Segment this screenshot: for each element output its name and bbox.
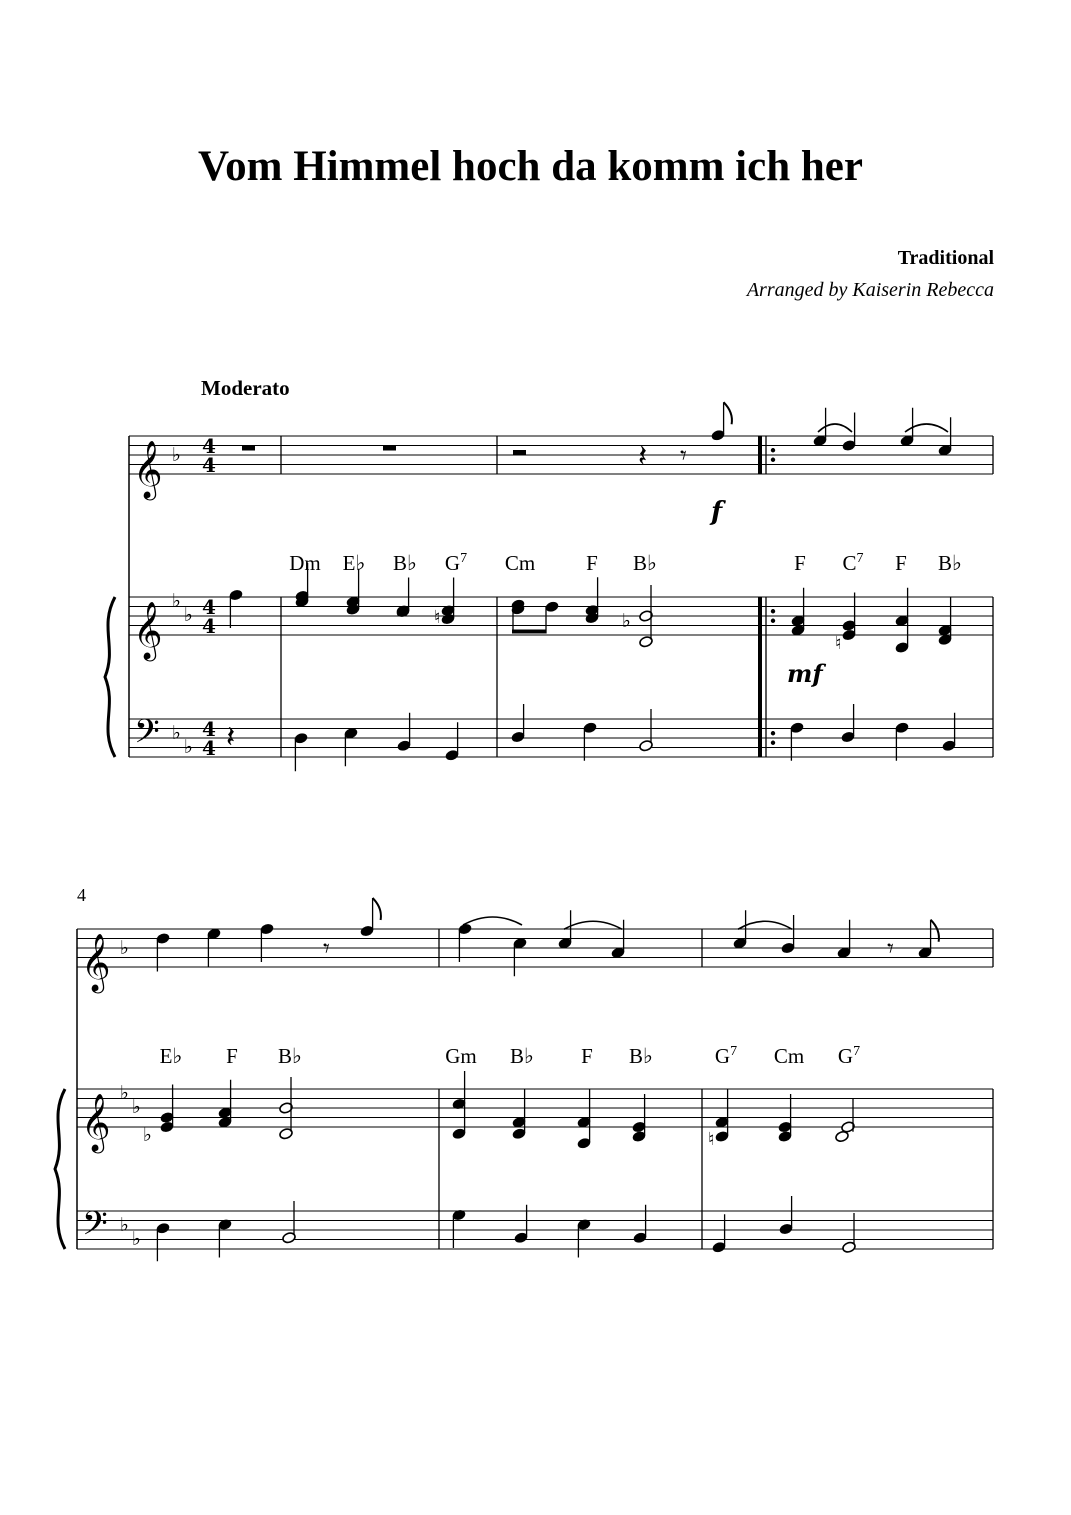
system-2 <box>55 898 993 1261</box>
flat-icon: ♭ <box>172 444 181 466</box>
flat-icon: ♭ <box>622 610 631 632</box>
eighth-rest-icon: 𝄾 <box>323 934 330 964</box>
chord-symbol: F <box>586 551 598 575</box>
time-signature-numerator: 4 <box>202 595 216 619</box>
chord-symbol: F <box>581 1044 593 1068</box>
composer-credit: Traditional <box>897 247 994 269</box>
treble-clef-icon: 𝄞 <box>133 440 163 498</box>
natural-icon: ♮ <box>835 633 842 654</box>
piano-brace <box>55 1089 65 1249</box>
repeat-dot <box>771 741 775 745</box>
flat-icon: ♭ <box>132 1228 141 1250</box>
bass-clef-icon: 𝄢 <box>82 1205 108 1251</box>
flat-icon: ♭ <box>120 1082 129 1104</box>
chord-symbol: F <box>794 551 806 575</box>
repeat-dot <box>771 731 775 735</box>
bass-clef-icon: 𝄢 <box>134 713 160 759</box>
slur <box>818 424 852 432</box>
whole-rest-icon <box>242 446 255 451</box>
flat-icon: ♭ <box>172 590 181 612</box>
chord-symbol: B♭ <box>510 1044 534 1068</box>
dynamic-forte: f <box>711 497 723 527</box>
chord-symbol: F <box>226 1044 238 1068</box>
time-signature-numerator: 4 <box>202 717 216 741</box>
arranger-credit: Arranged by Kaiserin Rebecca <box>746 279 994 301</box>
chord-symbol: $G^7$ <box>444 551 468 575</box>
chord-symbol: Cm <box>504 551 536 575</box>
eighth-rest-icon: 𝄾 <box>887 934 894 964</box>
time-signature-denominator: 4 <box>202 736 216 760</box>
chord-symbol: B♭ <box>938 551 962 575</box>
system-1 <box>105 402 993 771</box>
treble-clef-icon: 𝄞 <box>133 601 163 659</box>
eighth-flag <box>724 402 732 424</box>
chord-symbol: E♭ <box>342 551 366 575</box>
treble-clef-icon: 𝄞 <box>81 933 111 991</box>
flat-icon: ♭ <box>143 1124 152 1146</box>
chord-symbol: Dm <box>289 551 321 575</box>
chord-symbol: B♭ <box>633 551 657 575</box>
page-title: Vom Himmel hoch da komm ich her <box>198 143 863 190</box>
notehead <box>545 600 560 613</box>
treble-clef-icon: 𝄞 <box>81 1093 111 1151</box>
chord-symbol: F <box>895 551 907 575</box>
natural-icon: ♮ <box>708 1129 715 1150</box>
eighth-rest-icon: 𝄾 <box>680 441 687 471</box>
eighth-flag <box>373 898 381 920</box>
flat-icon: ♭ <box>120 937 129 959</box>
flat-icon: ♭ <box>120 1214 129 1236</box>
repeat-dot <box>771 619 775 623</box>
chord-symbol: Cm <box>773 1044 805 1068</box>
measure-number: 4 <box>77 885 86 905</box>
piano-brace <box>105 597 115 757</box>
flat-icon: ♭ <box>184 604 193 626</box>
tempo-marking: Moderato <box>201 376 290 400</box>
flat-icon: ♭ <box>172 722 181 744</box>
quarter-rest-icon: 𝄽 <box>226 720 236 755</box>
chord-symbol: $G^7$ <box>837 1044 861 1068</box>
flat-icon: ♭ <box>184 736 193 758</box>
slur <box>463 917 522 925</box>
repeat-dot <box>771 448 775 452</box>
time-signature-numerator: 4 <box>202 434 216 458</box>
slur <box>905 424 948 432</box>
chord-symbol: B♭ <box>393 551 417 575</box>
slur <box>564 921 622 929</box>
half-rest-icon <box>513 450 526 455</box>
flat-icon: ♭ <box>132 1096 141 1118</box>
chord-symbol: B♭ <box>278 1044 302 1068</box>
repeat-barline <box>758 436 762 474</box>
chord-symbol: $G^7$ <box>714 1044 738 1068</box>
chord-symbol: B♭ <box>629 1044 653 1068</box>
dynamic-mezzoforte: mf <box>787 659 823 688</box>
repeat-dot <box>771 609 775 613</box>
quarter-rest-icon: 𝄽 <box>638 439 648 474</box>
chord-symbol: E♭ <box>159 1044 183 1068</box>
beam <box>512 630 546 634</box>
repeat-barline <box>758 597 762 757</box>
repeat-dot <box>771 458 775 462</box>
whole-rest-icon <box>383 446 396 451</box>
chord-symbol: $C^7$ <box>842 551 864 575</box>
natural-icon: ♮ <box>434 607 441 628</box>
time-signature-denominator: 4 <box>202 614 216 638</box>
chord-symbol: Gm <box>445 1044 477 1068</box>
time-signature-denominator: 4 <box>202 453 216 477</box>
